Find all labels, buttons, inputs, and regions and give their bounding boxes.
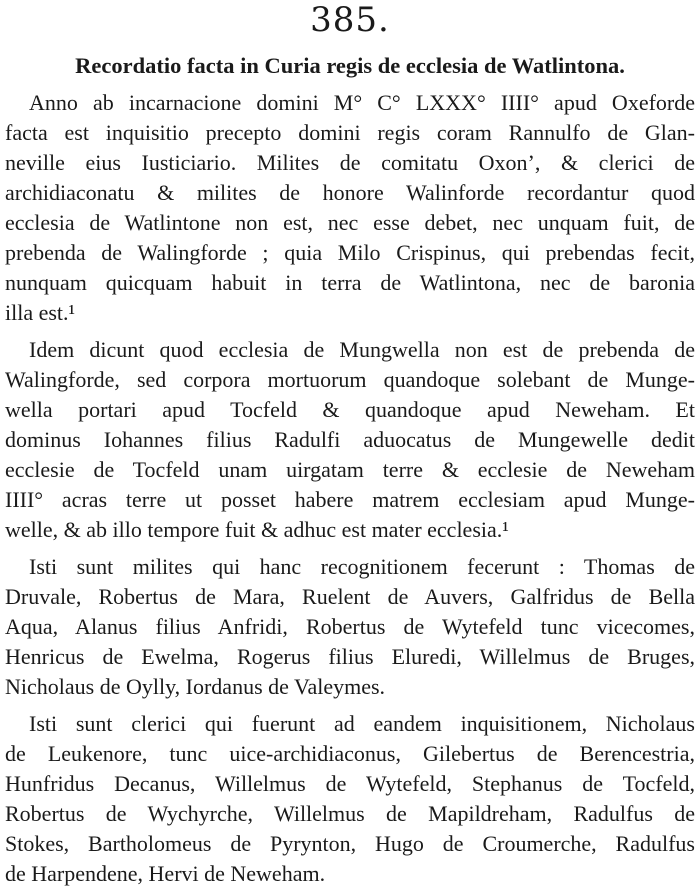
paragraph-clerici (5, 709, 695, 889)
text-line: prebenda de Walingforde ; quia Milo Crispinus, qui prebendas fecit, (5, 240, 695, 265)
text-line: illa est.¹ (5, 300, 76, 325)
text-line: Druvale, Robertus de Mara, Ruelent de Auvers, Galfridus de Bella (5, 584, 695, 609)
text-line: Nicholaus de Oylly, Iordanus de Valeymes. (5, 674, 386, 699)
text-line: Idem dicunt quod ecclesia de Mungwella non est de prebenda de (29, 337, 695, 362)
text-line: Robertus de Wychyrche, Willelmus de Mapildreham, Radulfus de (5, 801, 695, 826)
text-line: Walingforde, sed corpora mortuorum quandoque solebant de Munge- (5, 367, 695, 392)
text-line: de Harpendene, Hervi de Neweham. (5, 861, 326, 886)
text-line: Stokes, Bartholomeus de Pyrynton, Hugo de Croumerche, Radulfus (5, 831, 695, 856)
text-line: Isti sunt clerici qui fuerunt ad eandem inquisitionem, Nicholaus (29, 711, 695, 736)
text-line: wella portari apud Tocfeld & quandoque apud Neweham. Et (5, 397, 695, 422)
text-line: Aqua, Alanus filius Anfridi, Robertus de Wytefeld tunc vicecomes, (5, 614, 695, 639)
text-line: Isti sunt milites qui hanc recognitionem fecerunt : Thomas de (29, 554, 695, 579)
text-line: neville eius Iusticiario. Milites de comitatu Oxon’, & clerici de (5, 150, 695, 175)
document-body (5, 88, 695, 889)
text-line: ecclesia de Watlintone non est, nec esse debet, nec unquam fuit, de (5, 210, 695, 235)
text-line: dominus Iohannes filius Radulfi aduocatus de Mungewelle dedit (5, 427, 695, 452)
text-line: Henricus de Ewelma, Rogerus filius Eluredi, Willelmus de Bruges, (5, 644, 695, 669)
page-number: 385. (310, 0, 390, 40)
text-line: de Leukenore, tunc uice-archidiaconus, Gilebertus de Berencestria, (5, 741, 695, 766)
paragraph-mungwella (5, 335, 695, 545)
text-line: Hunfridus Decanus, Willelmus de Wytefeld, Stephanus de Tocfeld, (5, 771, 695, 796)
document-heading: Recordatio facta in Curia regis de ecclesia de Watlintona. (75, 53, 625, 78)
text-line: Anno ab incarnacione domini M° C° LXXX° IIII° apud Oxeforde (29, 90, 695, 115)
paragraph-inquisition (5, 88, 695, 328)
text-line: nunquam quicquam habuit in terra de Watlintona, nec de baronia (5, 270, 695, 295)
paragraph-milites (5, 552, 695, 702)
text-line: ecclesie de Tocfeld unam uirgatam terre & ecclesie de Neweham (5, 457, 695, 482)
text-line: archidiaconatu & milites de honore Walinforde recordantur quod (5, 180, 695, 205)
text-line: welle, & ab illo tempore fuit & adhuc est mater ecclesia.¹ (5, 517, 509, 542)
text-line: facta est inquisitio precepto domini regis coram Rannulfo de Glan- (5, 120, 695, 145)
text-line: IIII° acras terre ut posset habere matrem ecclesiam apud Munge- (5, 487, 695, 512)
